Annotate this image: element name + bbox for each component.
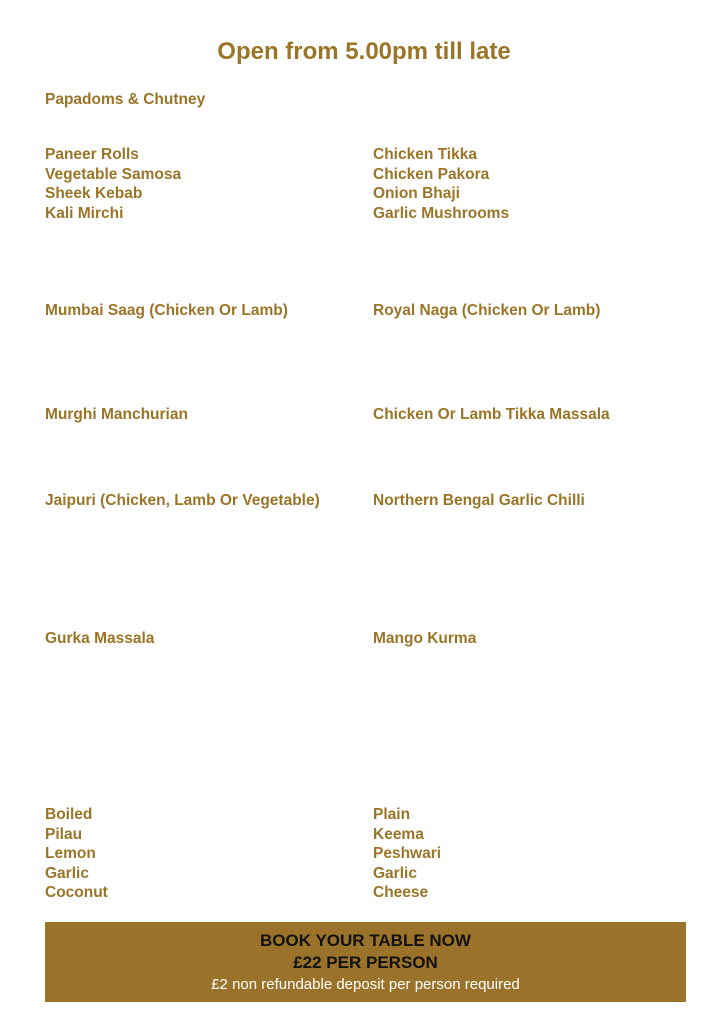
- main-item: Mango Kurma: [373, 630, 477, 647]
- list-item: Onion Bhaji: [373, 185, 460, 202]
- main-item: Murghi Manchurian: [45, 406, 188, 423]
- list-item: Pilau: [45, 825, 83, 843]
- list-item: Kali Mirchi: [45, 204, 124, 222]
- main-item: Mumbai Saag (Chicken Or Lamb): [45, 302, 288, 319]
- starters-left-list: [45, 145, 181, 223]
- list-item: Garlic: [45, 864, 89, 882]
- naan-list: [373, 805, 441, 903]
- list-item: Chicken Pakora: [373, 165, 490, 183]
- list-item: Boiled: [45, 806, 93, 823]
- papadoms-item: Papadoms & Chutney: [45, 91, 206, 108]
- list-item: Cheese: [373, 884, 429, 901]
- page-title: Open from 5.00pm till late: [217, 38, 511, 65]
- list-item: Garlic Mushrooms: [373, 204, 510, 222]
- banner-heading: BOOK YOUR TABLE NOW: [260, 931, 471, 950]
- starters-right-list: [373, 145, 509, 223]
- list-item: Chicken Tikka: [373, 146, 477, 163]
- main-item: Chicken Or Lamb Tikka Massala: [373, 406, 610, 423]
- main-item: Northern Bengal Garlic Chilli: [373, 492, 585, 509]
- booking-banner: [45, 922, 686, 1002]
- banner-price: £22 PER PERSON: [293, 953, 438, 972]
- list-item: Keema: [373, 825, 424, 843]
- main-item: Jaipuri (Chicken, Lamb Or Vegetable): [45, 492, 320, 509]
- list-item: Peshwari: [373, 845, 442, 862]
- list-item: Lemon: [45, 845, 96, 862]
- list-item: Coconut: [45, 884, 108, 901]
- rice-list: [45, 805, 108, 903]
- main-item: Royal Naga (Chicken Or Lamb): [373, 302, 601, 319]
- main-item: Gurka Massala: [45, 630, 155, 647]
- list-item: Paneer Rolls: [45, 146, 139, 163]
- list-item: Plain: [373, 806, 411, 823]
- list-item: Vegetable Samosa: [45, 165, 182, 183]
- list-item: Sheek Kebab: [45, 185, 143, 202]
- list-item: Garlic: [373, 864, 417, 882]
- banner-note: £2 non refundable deposit per person required: [211, 976, 520, 993]
